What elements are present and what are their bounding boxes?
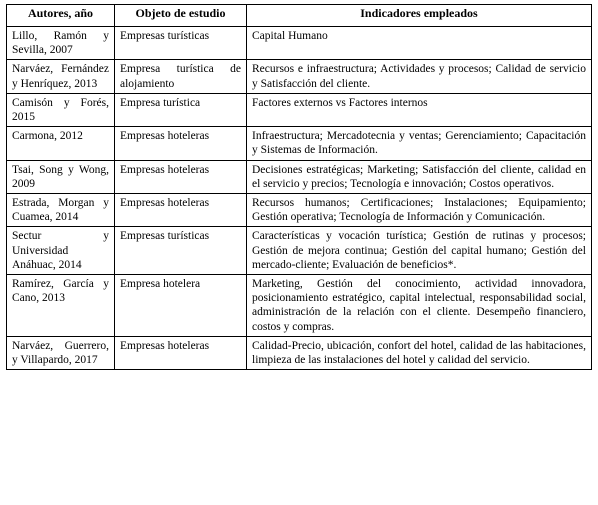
- indicators-table: [6, 4, 592, 370]
- table-row: [7, 27, 592, 60]
- table-row: [7, 227, 592, 275]
- cell-objeto: Empresas turísticas: [115, 227, 247, 275]
- cell-indicadores: Factores externos vs Factores internos: [247, 93, 592, 126]
- cell-objeto: Empresa turística de alojamiento: [115, 60, 247, 93]
- header-objeto: Objeto de estudio: [115, 5, 247, 27]
- cell-objeto: Empresas hoteleras: [115, 336, 247, 369]
- table-row: [7, 93, 592, 126]
- cell-objeto: Empresas hoteleras: [115, 127, 247, 160]
- table-row: [7, 60, 592, 93]
- cell-autores: Camisón y Forés, 2015: [7, 93, 115, 126]
- cell-indicadores: Calidad-Precio, ubicación, confort del hotel, calidad de las habitaciones, limpieza de las instalaciones del hotel y calidad del servicio.: [247, 336, 592, 369]
- cell-autores: Narváez, Guerrero, y Villapardo, 2017: [7, 336, 115, 369]
- cell-indicadores: Decisiones estratégicas; Marketing; Satisfacción del cliente, calidad en el servicio y precios; Tecnología e innovación; Costos operativos.: [247, 160, 592, 193]
- table-header-row: [7, 5, 592, 27]
- cell-indicadores: Recursos humanos; Certificaciones; Instalaciones; Equipamiento; Gestión operativa; Tecnología de Información y Comunicación.: [247, 194, 592, 227]
- cell-indicadores: Infraestructura; Mercadotecnia y ventas; Gerenciamiento; Capacitación y Sistemas de Información.: [247, 127, 592, 160]
- cell-indicadores: Recursos e infraestructura; Actividades y procesos; Calidad de servicio y Satisfacción del cliente.: [247, 60, 592, 93]
- table-row: [7, 194, 592, 227]
- cell-indicadores: Características y vocación turística; Gestión de rutinas y procesos; Gestión de mejora continua; Gestión del capital humano; Gestión del mercado-cliente; Evaluación de beneficios*.: [247, 227, 592, 275]
- header-indicadores: Indicadores empleados: [247, 5, 592, 27]
- cell-autores: Ramírez, García y Cano, 2013: [7, 275, 115, 337]
- cell-objeto: Empresas turísticas: [115, 27, 247, 60]
- cell-autores: Tsai, Song y Wong, 2009: [7, 160, 115, 193]
- table-row: [7, 336, 592, 369]
- cell-autores: Estrada, Morgan y Cuamea, 2014: [7, 194, 115, 227]
- table-row: [7, 275, 592, 337]
- cell-autores: Lillo, Ramón y Sevilla, 2007: [7, 27, 115, 60]
- cell-autores: Sectur y Universidad Anáhuac, 2014: [7, 227, 115, 275]
- cell-autores: Carmona, 2012: [7, 127, 115, 160]
- table-row: [7, 127, 592, 160]
- cell-objeto: Empresa turística: [115, 93, 247, 126]
- cell-indicadores: Capital Humano: [247, 27, 592, 60]
- cell-autores: Narváez, Fernández y Henríquez, 2013: [7, 60, 115, 93]
- cell-objeto: Empresas hoteleras: [115, 194, 247, 227]
- header-autores: Autores, año: [7, 5, 115, 27]
- cell-objeto: Empresas hoteleras: [115, 160, 247, 193]
- cell-objeto: Empresa hotelera: [115, 275, 247, 337]
- table-row: [7, 160, 592, 193]
- cell-indicadores: Marketing, Gestión del conocimiento, actividad innovadora, posicionamiento estratégico, capital intelectual, responsabilidad social, administración de la relación con el cliente. Desempeño financiero, costos y compras.: [247, 275, 592, 337]
